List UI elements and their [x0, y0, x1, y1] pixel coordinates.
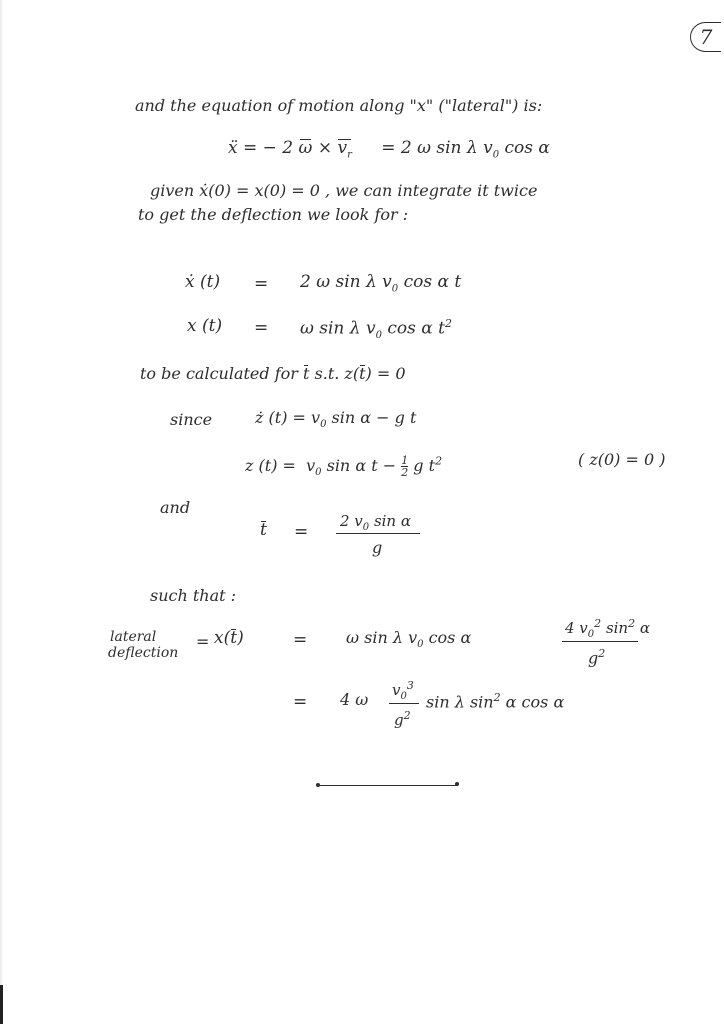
lateral-equals: =: [196, 632, 210, 651]
lateral-frac-num-sin: sin: [601, 619, 629, 637]
final-fraction-bar: [389, 703, 419, 704]
lateral-x: x(: [214, 628, 231, 648]
final-den-g: g: [394, 711, 404, 729]
zdot-rhs: v: [311, 408, 321, 427]
x-rhs-end: cos α t: [381, 318, 445, 339]
final-frac-num: [392, 680, 414, 702]
such-that: such that :: [150, 586, 237, 605]
tbar-denominator: g: [372, 538, 383, 557]
z-rhs-sup: 2: [435, 454, 443, 468]
page-number: 7: [690, 22, 721, 52]
z-rhs-mid: sin α t −: [321, 456, 402, 475]
final-equals: =: [293, 692, 308, 712]
tobe-st: s.t. z(: [309, 364, 360, 383]
x-rhs-sup: 2: [444, 317, 452, 330]
final-frac-den: [394, 710, 411, 728]
cross-symbol: ×: [317, 138, 333, 158]
tbar-symbol-2: t: [359, 364, 366, 383]
z-rhs-end: g t: [408, 456, 436, 475]
zdot-line: [255, 410, 416, 430]
tobe-end: ) = 0: [365, 364, 406, 383]
final-tail-sin: sin λ sin: [426, 692, 494, 712]
half-num: 1: [401, 454, 409, 467]
lateral-rhs-main: ω sin λ v: [346, 628, 418, 647]
since-label: since: [170, 410, 213, 429]
lateral-frac-den-g: g: [588, 648, 599, 668]
xdot-rhs: [300, 274, 461, 294]
lateral-frac-num-sup2: 2: [628, 617, 636, 630]
eq-xddot: [228, 140, 550, 160]
z-lhs: z (t) =: [245, 456, 296, 475]
lateral-frac-den: [588, 648, 605, 666]
zdot-lhs: ż (t) =: [255, 408, 306, 427]
eq-xddot-rhs: = 2 ω sin λ v: [381, 138, 493, 158]
lateral-fraction-bar: [562, 641, 638, 642]
xdot-rhs-end: cos α t: [398, 272, 462, 292]
xdot-lhs: ẋ (t): [185, 272, 221, 292]
end-rule-dot-left: [316, 783, 320, 787]
tbar-numerator: [340, 514, 411, 533]
lateral-frac-num-sup: 2: [594, 617, 602, 630]
lateral-equals-2: =: [293, 630, 308, 650]
final-tail: [426, 692, 564, 710]
and-label: and: [160, 498, 191, 517]
x-lhs: x (t): [187, 316, 223, 336]
lateral-word: lateral: [110, 629, 157, 645]
end-rule: [318, 785, 458, 786]
final-tail-sup: 2: [493, 691, 501, 704]
z-initial-note: ( z(0) = 0 ): [578, 450, 666, 469]
final-num-v: v: [392, 681, 401, 699]
velocity-vector: [337, 140, 351, 160]
x-rhs: [300, 318, 452, 341]
tobe-text: to be calculated for: [140, 364, 303, 383]
lateral-frac-num: [565, 618, 650, 640]
x-equals: =: [254, 318, 269, 338]
given-line-1: given ẋ(0) = x(0) = 0 , we can integrate it twice: [150, 181, 538, 200]
eq-xddot-rhs-sub: 0: [492, 149, 500, 161]
x-rhs-sub: 0: [375, 330, 382, 342]
end-rule-dot-right: [455, 782, 459, 786]
tbar-num-main: 2 v: [340, 512, 363, 530]
final-den-sup: 2: [403, 709, 411, 722]
lateral-x-tbar: [214, 630, 244, 647]
tbar-num-sub: 0: [362, 522, 370, 533]
lateral-x-close: ): [237, 628, 244, 648]
lateral-frac-num-main: 4 v: [565, 619, 588, 637]
tobe-line: [140, 366, 406, 382]
tbar-lhs: [260, 522, 267, 539]
final-num-sup: 3: [406, 679, 414, 692]
tbar-num-end: sin α: [369, 512, 411, 530]
xdot-equals: =: [254, 274, 269, 294]
z-rhs-sub: 0: [315, 467, 322, 479]
deflection-word: deflection: [108, 645, 179, 661]
tbar-symbol: t: [303, 364, 310, 383]
tbar-symbol-3: t: [260, 520, 267, 540]
z-rhs: v: [306, 456, 316, 475]
lateral-rhs-end: cos α: [423, 628, 472, 647]
vr-subscript: r: [347, 149, 352, 161]
eq-xddot-rhs-end: cos α: [499, 138, 550, 158]
tbar-fraction-bar: [336, 533, 420, 534]
lateral-rhs: [346, 630, 471, 650]
z-line: [245, 455, 442, 478]
intro-line: and the equation of motion along "x" ("lateral") is:: [135, 96, 543, 115]
xdot-rhs-main: 2 ω sin λ v: [300, 272, 392, 292]
zdot-rhs-end: sin α − g t: [326, 408, 417, 427]
xdot-rhs-sub: 0: [391, 283, 399, 295]
eq-xddot-mid-a: = − 2: [243, 138, 294, 158]
tbar-equals: =: [294, 522, 309, 542]
lateral-frac-num-sub: 0: [587, 629, 595, 640]
given-line-2: to get the deflection we look for :: [138, 205, 409, 224]
lateral-frac-den-sup: 2: [598, 647, 606, 660]
zdot-rhs-sub: 0: [320, 419, 327, 431]
final-num-sub: 0: [400, 691, 407, 702]
vr-letter: v: [337, 138, 348, 158]
scan-edge-mark: [0, 985, 3, 1024]
page-edge: [0, 0, 3, 1024]
eq-xddot-lhs: ẍ: [228, 138, 238, 158]
tbar-symbol-4: t: [230, 628, 238, 648]
omega-vector: ω: [298, 138, 313, 158]
final-tail-end: α cos α: [500, 692, 565, 712]
lateral-frac-num-alpha: α: [635, 619, 651, 637]
half-den: 2: [401, 466, 409, 479]
final-coef: 4 ω: [340, 690, 369, 709]
x-rhs-main: ω sin λ v: [300, 318, 376, 339]
lateral-rhs-sub: 0: [417, 639, 424, 651]
